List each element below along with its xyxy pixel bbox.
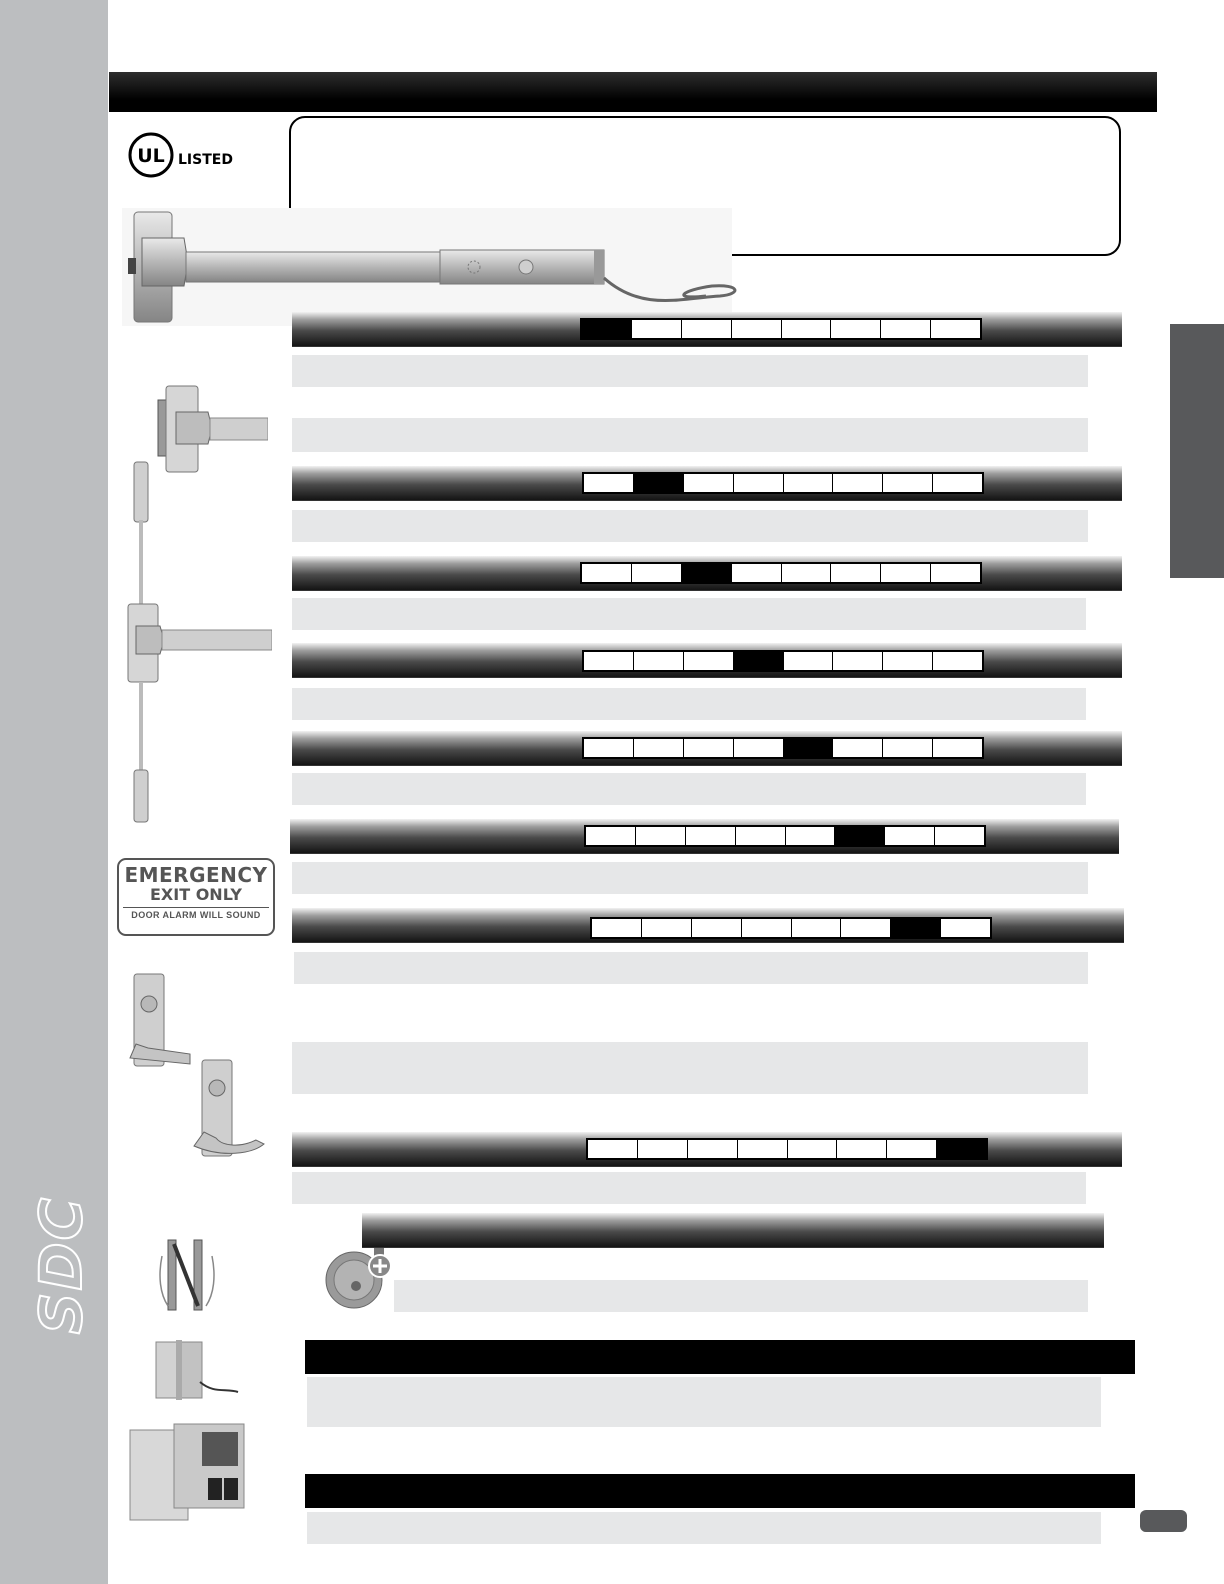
spec-row xyxy=(292,355,1088,387)
indicator-segment xyxy=(634,739,684,757)
page-number-tab xyxy=(1140,1510,1187,1532)
spec-row xyxy=(292,1042,1088,1094)
exit-device-rim-image xyxy=(122,200,744,330)
indicator-segment xyxy=(933,652,982,670)
indicator-segment xyxy=(782,320,832,338)
indicator-segment xyxy=(734,474,784,492)
indicator-segment xyxy=(684,739,734,757)
spec-row xyxy=(292,773,1086,805)
indicator-strip xyxy=(582,737,984,759)
spec-row xyxy=(292,862,1088,894)
indicator-segment-active xyxy=(891,919,941,937)
indicator-segment xyxy=(684,652,734,670)
indicator-segment xyxy=(688,1140,738,1158)
indicator-segment xyxy=(784,652,834,670)
section-header-bar xyxy=(305,1340,1135,1374)
indicator-segment xyxy=(833,652,883,670)
indicator-segment xyxy=(782,564,832,582)
sign-line-3: DOOR ALARM WILL SOUND xyxy=(123,907,269,922)
indicator-segment xyxy=(833,739,883,757)
spec-row xyxy=(292,688,1086,720)
indicator-strip xyxy=(582,472,984,494)
indicator-segment xyxy=(933,739,982,757)
sign-line-1: EMERGENCY xyxy=(124,863,268,887)
indicator-segment xyxy=(831,320,881,338)
power-supply-image xyxy=(126,1420,250,1524)
indicator-strip xyxy=(582,650,984,672)
spec-row xyxy=(292,1172,1086,1204)
indicator-segment xyxy=(592,919,642,937)
indicator-segment-active xyxy=(937,1140,986,1158)
indicator-segment xyxy=(584,652,634,670)
spec-row xyxy=(294,952,1088,984)
indicator-segment xyxy=(881,320,931,338)
lever-trim-image xyxy=(122,968,272,1164)
indicator-segment xyxy=(933,474,982,492)
indicator-segment xyxy=(642,919,692,937)
spec-row xyxy=(292,418,1088,452)
sdc-logo: SDC xyxy=(27,1195,96,1335)
indicator-segment xyxy=(841,919,891,937)
spec-row xyxy=(292,598,1086,630)
indicator-segment xyxy=(732,320,782,338)
indicator-segment xyxy=(831,564,881,582)
indicator-segment-active xyxy=(582,320,632,338)
indicator-segment-active xyxy=(734,652,784,670)
indicator-segment xyxy=(883,474,933,492)
indicator-segment xyxy=(582,564,632,582)
indicator-segment xyxy=(736,827,786,845)
indicator-segment xyxy=(586,827,636,845)
indicator-segment xyxy=(684,474,734,492)
indicator-segment-active xyxy=(835,827,885,845)
indicator-segment xyxy=(638,1140,688,1158)
indicator-strip xyxy=(590,917,992,939)
indicator-segment xyxy=(883,652,933,670)
indicator-segment-active xyxy=(634,474,684,492)
indicator-strip xyxy=(586,1138,988,1160)
indicator-segment xyxy=(682,320,732,338)
indicator-segment xyxy=(931,564,980,582)
emergency-exit-sign-image xyxy=(117,858,275,936)
section-tab xyxy=(1170,324,1224,578)
indicator-segment xyxy=(634,652,684,670)
indicator-segment xyxy=(786,827,836,845)
electric-hinge-image xyxy=(150,1338,242,1402)
indicator-segment xyxy=(931,320,980,338)
indicator-segment xyxy=(738,1140,788,1158)
indicator-segment xyxy=(941,919,990,937)
indicator-segment xyxy=(837,1140,887,1158)
indicator-segment xyxy=(584,474,634,492)
spec-row xyxy=(292,510,1088,542)
indicator-segment xyxy=(636,827,686,845)
sign-line-2: EXIT ONLY xyxy=(150,885,242,904)
indicator-segment xyxy=(632,320,682,338)
indicator-segment xyxy=(588,1140,638,1158)
indicator-segment xyxy=(792,919,842,937)
indicator-strip xyxy=(584,825,986,847)
indicator-segment xyxy=(686,827,736,845)
indicator-segment-active xyxy=(682,564,732,582)
indicator-segment xyxy=(788,1140,838,1158)
ul-listed-logo xyxy=(128,130,238,182)
vertical-rod-hardware-image xyxy=(156,1236,218,1314)
indicator-segment xyxy=(885,827,935,845)
indicator-segment xyxy=(784,474,834,492)
indicator-segment xyxy=(692,919,742,937)
accessory-header-bar xyxy=(362,1213,1104,1247)
indicator-segment xyxy=(881,564,931,582)
page-title-bar xyxy=(109,72,1157,112)
indicator-segment xyxy=(883,739,933,757)
ul-mark: UL xyxy=(137,145,165,167)
indicator-segment xyxy=(584,739,634,757)
indicator-segment xyxy=(833,474,883,492)
indicator-segment-active xyxy=(784,739,834,757)
vertical-rod-exit-device-image xyxy=(126,460,272,826)
indicator-segment xyxy=(632,564,682,582)
key-cylinder-image xyxy=(322,1240,394,1312)
indicator-strip xyxy=(580,318,982,340)
listed-text: LISTED xyxy=(178,152,233,168)
section-header-bar xyxy=(305,1474,1135,1508)
indicator-segment xyxy=(742,919,792,937)
indicator-segment xyxy=(887,1140,937,1158)
spec-row xyxy=(307,1377,1101,1427)
indicator-segment xyxy=(935,827,984,845)
spec-row xyxy=(307,1512,1101,1544)
spec-row xyxy=(394,1280,1088,1312)
indicator-segment xyxy=(734,739,784,757)
indicator-strip xyxy=(580,562,982,584)
indicator-segment xyxy=(732,564,782,582)
left-sidebar-strip xyxy=(0,0,108,1584)
